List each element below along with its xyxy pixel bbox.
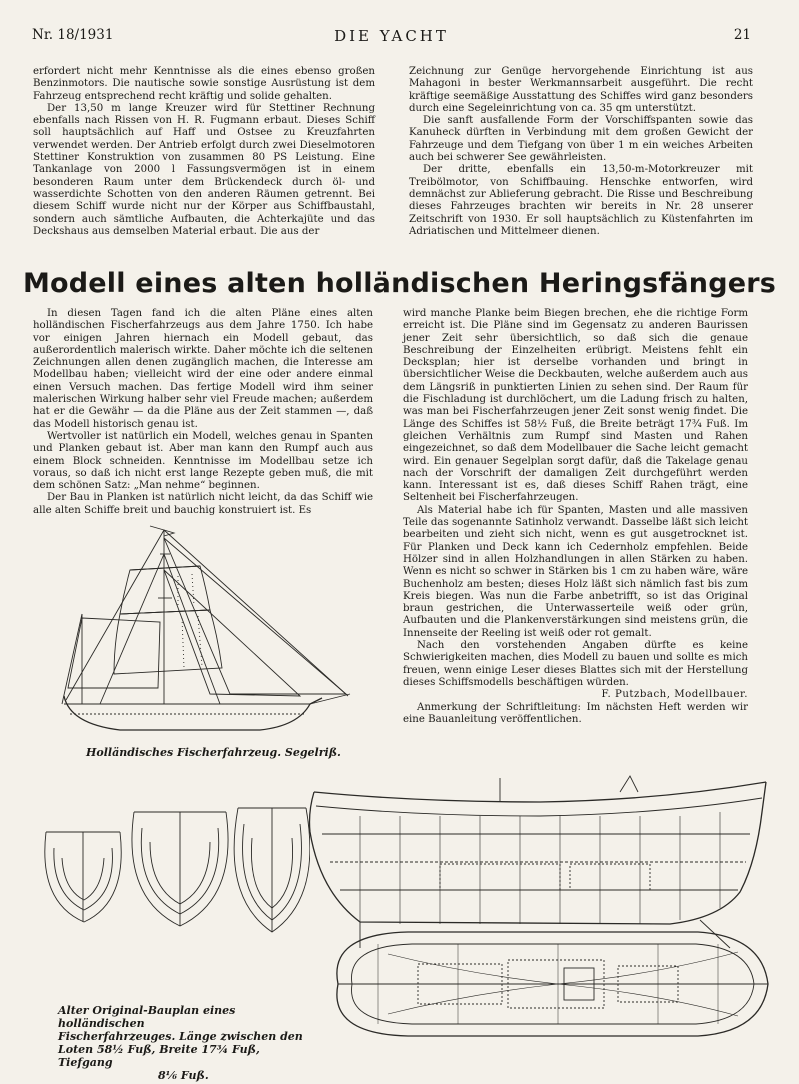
issue-number: Nr. 18/1931: [32, 27, 114, 43]
paragraph: Nach den vorstehenden Angaben dürfte es keine Schwierigkeiten machen, dies Modell zu bauen und sollte es mich freuen, wenn einige Leser dieses Blattes sich mit der Herstellung dieses Schiffsmodells beschäftigen würden.: [403, 640, 748, 688]
plan-caption: [58, 1004, 318, 1082]
author-signature: F. Putzbach, Modellbauer.: [601, 689, 748, 701]
paragraph: Die sanft ausfallende Form der Vorschiffspanten sowie das Kanuheck dürften in Verbindung mit dem großen Gewicht der Fahrzeuge und dem Tiefgang von über 1 m ein weiches Arbeiten auch bei schwerer See gewährleisten.: [409, 115, 753, 164]
plan-caption-line: 8⅙ Fuß.: [158, 1069, 209, 1082]
plan-caption-line: Loten 58½ Fuß, Breite 17¾ Fuß, Tiefgang: [58, 1043, 260, 1069]
paragraph: Der dritte, ebenfalls ein 13,50-m-Motorkreuzer mit Treibölmotor, von Schiffbauing. Henschke entworfen, wird demnächst zur Ablieferung gebracht. Die Risse und Beschreibung dieses Fahrzeuges brachten wir bereits in Nr. 28 unserer Zeitschrift von 1930. Er soll hauptsächlich zu Küstenfahrten im Adriatischen und Mittelmeer dienen.: [409, 164, 753, 237]
paragraph: wird manche Planke beim Biegen brechen, ehe die richtige Form erreicht ist. Die Pläne sind im Gegensatz zu anderen Baurissen jener Zeit sehr übersichtlich, so daß sich die genaue Beschreibung der Einzelheiten erübrigt. Meistens fehlt ein Decksplan; hier ist derselbe vorhanden und bringt in übersichtlicher Weise die Deckbauten, welche außerdem auch aus dem Längsriß in punktierten Linien zu sehen sind. Der Raum für die Fischladung ist durchlöchert, um die Ladung frisch zu halten, was man bei Fischerfahrzeugen jener Zeit sonst wenig findet. Die Länge des Schiffes ist 58½ Fuß, die Breite beträgt 17¾ Fuß. Im gleichen Verhältnis zum Rumpf sind Masten und Rahen eingezeichnet, so daß dem Modellbauer die Sache leicht gemacht wird. Ein genauer Segelplan sorgt dafür, daß die Takelage genau nach der Vorschrift der damaligen Zeit durchgeführt werden kann. Interessant ist es, daß dieses Schiff Rahen trägt, eine Seltenheit bei Fischerfahrzeugen.: [403, 308, 748, 504]
paragraph: Der Bau in Planken ist natürlich nicht leicht, da das Schiff wie alle alten Schiffe breit und bauchig konstruiert ist. Es: [33, 492, 373, 516]
sail-plan-caption: Holländisches Fischerfahrzeug. Segelriß.: [86, 746, 341, 759]
article-left-column: [33, 308, 373, 517]
sail-plan-drawing: [60, 518, 352, 740]
article-right-column: [403, 308, 748, 726]
plan-caption-line: Fischerfahrzeuges. Länge zwischen den: [58, 1030, 303, 1043]
body-plan-drawing: [42, 798, 310, 938]
plan-caption-line: Alter Original-Bauplan eines holländischen: [58, 1004, 236, 1030]
article-headline: Modell eines alten holländischen Heringsfängers: [22, 268, 777, 299]
page-header: [32, 27, 751, 49]
page-number: 21: [733, 27, 751, 43]
deck-plan-drawing: [318, 924, 774, 1044]
paragraph: Zeichnung zur Genüge hervorgehende Einrichtung ist aus Mahagoni in bester Werkmannsarbeit ausgeführt. Die recht kräftige seemäßige Ausstattung des Schiffes wird ganz besonders durch eine Segeleinrichtung von ca. 35 qm unterstützt.: [409, 66, 753, 114]
top-left-column: [33, 66, 375, 238]
paragraph: Der 13,50 m lange Kreuzer wird für Stettiner Rechnung ebenfalls nach Rissen von H. R. Fugmann erbaut. Dieses Schiff soll hauptsächlich auf Haff und Ostsee zu Kreuzfahrten verwendet werden. Der Antrieb erfolgt durch zwei Dieselmotoren Stettiner Konstruktion von zusammen 80 PS Leistung. Eine Tankanlage von 2000 l Fassungsvermögen ist in einem besonderen Raum unter dem Brückendeck durch öl- und wasserdichte Schotten von den anderen Räumen getrennt. Bei diesem Schiff wurde nicht nur der Körper aus Schiffbaustahl, sondern auch sämtliche Aufbauten, die Achterkajüte und das Deckshaus aus demselben Material erbaut. Die aus der: [33, 102, 375, 237]
paragraph: erfordert nicht mehr Kenntnisse als die eines ebenso großen Benzinmotors. Die nautische sowie sonstige Ausrüstung ist dem Fahrzeug entsprechend recht kräftig und solide gehalten.: [33, 66, 375, 102]
top-right-column: [409, 66, 753, 238]
editor-note: Anmerkung der Schriftleitung: Im nächsten Heft werden wir eine Bauanleitung veröffentlichen.: [403, 701, 748, 725]
magazine-title: DIE YACHT: [334, 27, 449, 45]
paragraph: Wertvoller ist natürlich ein Modell, welches genau in Spanten und Planken gebaut ist. Aber man kann den Rumpf auch aus einem Block schneiden. Kenntnisse im Modellbau setze ich voraus, so daß ich nicht erst lange Rezepte geben muß, die mit dem schönen Satz: „Man nehme“ beginnen.: [33, 430, 373, 492]
paragraph: In diesen Tagen fand ich die alten Pläne eines alten holländischen Fischerfahrzeugs aus dem Jahre 1750. Ich habe vor einigen Jahren hiernach ein Modell gebaut, das außerordentlich malerisch wirkte. Daher möchte ich die seltenen Zeichnungen allen denen zugänglich machen, die Interesse am Modellbau haben; vielleicht wird der eine oder andere einmal einen Versuch machen. Das fertige Modell wird ihm seiner malerischen Wirkung halber sehr viel Freude machen; außerdem hat er die Gewähr — da die Pläne aus der Zeit stammen —, daß das Modell historisch genau ist.: [33, 308, 373, 430]
paragraph: Als Material habe ich für Spanten, Masten und alle massiven Teile das sogenannte Satinholz verwandt. Dasselbe läßt sich leicht bearbeiten und zieht sich nicht, wenn es gut ausgetrocknet ist. Für Planken und Deck kann ich Cedernholz empfehlen. Beide Hölzer sind in allen Holzhandlungen in allen Stärken zu haben. Wenn es nicht so schwer in Stärken bis 1 cm zu haben wäre, wäre Buchenholz am besten; dieses Holz läßt sich nämlich fast bis zum Kreis biegen. Was nun die Farbe anbetrifft, so ist das Original braun gestrichen, die Unterwasserteile weiß oder grün, Aufbauten und die Plankenverstärkungen sind meistens grün, die Innenseite der Reeling ist weiß oder rot gemalt.: [403, 504, 748, 639]
